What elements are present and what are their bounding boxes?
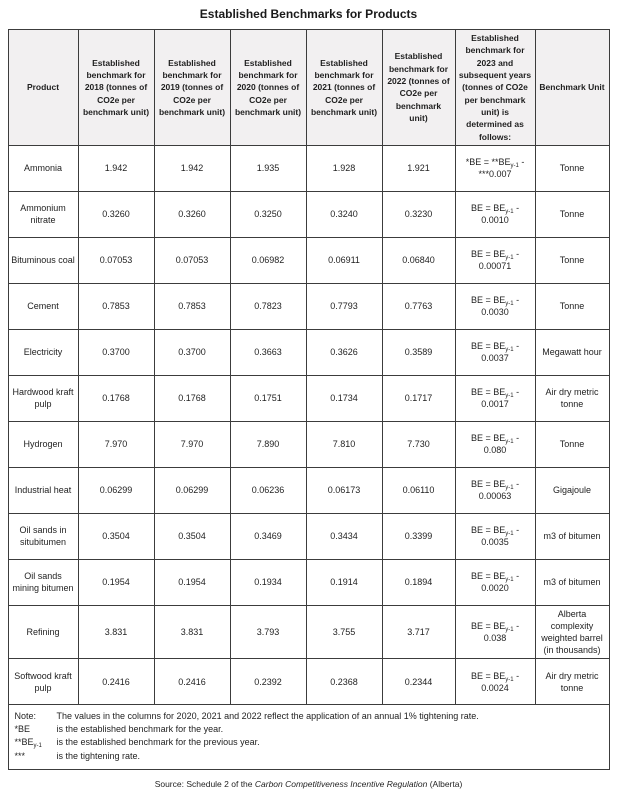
note-cell — [8, 705, 609, 769]
benchmark-value-cell: 0.1751 — [230, 375, 306, 421]
formula-head: BE = BE — [470, 295, 506, 306]
source-citation — [0, 779, 617, 789]
benchmark-value-cell: 0.1954 — [154, 559, 230, 605]
formula-value: 0.0037 — [481, 353, 509, 364]
benchmark-value-cell: 0.06911 — [306, 237, 382, 283]
note-text: The values in the columns for 2020, 2021 and 2022 reflect the application of an annual 1% tightening rate. — [56, 711, 479, 722]
formula-minus: - — [513, 571, 520, 582]
unit-cell: Megawatt hour — [535, 329, 609, 375]
formula-subscript: y-1 — [505, 485, 514, 492]
column-header: Established benchmark for 2021 (tonnes of CO2e per benchmark unit) — [306, 30, 382, 146]
formula-line1 — [465, 157, 525, 170]
formula-cell — [455, 467, 535, 513]
benchmark-value-cell: 0.1954 — [78, 559, 154, 605]
formula-subscript: y-1 — [505, 531, 514, 538]
formula-minus: - — [513, 479, 520, 490]
table-row — [8, 191, 609, 237]
note-line — [15, 750, 603, 763]
formula-line1 — [470, 295, 520, 308]
note-label-subscript: y-1 — [33, 743, 42, 750]
formula-subscript: y-1 — [505, 255, 514, 262]
benchmark-value-cell: 0.3260 — [154, 191, 230, 237]
formula-cell — [455, 659, 535, 705]
formula-minus: - — [513, 670, 520, 681]
benchmark-value-cell: 0.3469 — [230, 513, 306, 559]
formula-line1 — [470, 249, 520, 262]
formula-value: ***0.007 — [478, 169, 512, 180]
benchmark-value-cell: 0.3250 — [230, 191, 306, 237]
formula-head: *BE = **BE — [465, 157, 511, 168]
benchmark-value-cell: 0.07053 — [78, 237, 154, 283]
note-line — [15, 736, 603, 749]
formula-subscript: y-1 — [505, 626, 514, 633]
unit-cell: m3 of bitumen — [535, 559, 609, 605]
note-line — [15, 723, 603, 736]
unit-cell: Tonne — [535, 421, 609, 467]
formula-minus: - — [518, 157, 525, 168]
benchmark-value-cell: 0.06299 — [154, 467, 230, 513]
formula-head: BE = BE — [470, 203, 506, 214]
product-cell: Softwood kraft pulp — [8, 659, 78, 705]
benchmark-value-cell: 0.7853 — [78, 283, 154, 329]
unit-cell: Alberta complexity weighted barrel (in thousands) — [535, 605, 609, 659]
benchmark-value-cell: 0.06299 — [78, 467, 154, 513]
benchmark-value-cell: 0.3700 — [78, 329, 154, 375]
benchmark-value-cell: 1.921 — [382, 145, 455, 191]
column-header: Established benchmark for 2020 (tonnes of CO2e per benchmark unit) — [230, 30, 306, 146]
product-cell: Ammonium nitrate — [8, 191, 78, 237]
formula-minus: - — [513, 341, 520, 352]
unit-cell: Gigajoule — [535, 467, 609, 513]
formula-minus: - — [513, 203, 520, 214]
table-row — [8, 283, 609, 329]
formula-value: 0.0035 — [481, 537, 509, 548]
product-cell: Oil sands mining bitumen — [8, 559, 78, 605]
note-label — [15, 750, 57, 763]
benchmark-value-cell: 7.890 — [230, 421, 306, 467]
formula-cell — [455, 605, 535, 659]
unit-cell: Tonne — [535, 145, 609, 191]
benchmark-value-cell: 3.793 — [230, 605, 306, 659]
note-row — [8, 705, 609, 769]
product-cell: Refining — [8, 605, 78, 659]
formula-head: BE = BE — [470, 433, 506, 444]
table-header — [8, 30, 609, 146]
benchmark-value-cell: 0.3589 — [382, 329, 455, 375]
benchmark-value-cell: 0.7793 — [306, 283, 382, 329]
benchmark-value-cell: 0.1768 — [154, 375, 230, 421]
unit-cell: Tonne — [535, 237, 609, 283]
benchmark-value-cell: 0.1734 — [306, 375, 382, 421]
product-cell: Industrial heat — [8, 467, 78, 513]
formula-head: BE = BE — [470, 479, 506, 490]
product-cell: Cement — [8, 283, 78, 329]
source-regulation-name: Carbon Competitiveness Incentive Regulation — [254, 778, 428, 789]
table-row — [8, 559, 609, 605]
benchmark-value-cell: 0.7763 — [382, 283, 455, 329]
benchmark-value-cell: 7.730 — [382, 421, 455, 467]
formula-line1 — [470, 479, 520, 492]
note-label — [15, 710, 57, 723]
formula-line1 — [470, 433, 520, 446]
formula-cell — [455, 145, 535, 191]
product-cell: Oil sands in situbitumen — [8, 513, 78, 559]
note-lines — [15, 710, 603, 762]
formula-subscript: y-1 — [505, 393, 514, 400]
benchmark-value-cell: 0.1914 — [306, 559, 382, 605]
formula-cell — [455, 375, 535, 421]
formula-subscript: y-1 — [505, 439, 514, 446]
table-row — [8, 145, 609, 191]
formula-subscript: y-1 — [510, 163, 519, 170]
formula-value: 0.0020 — [481, 583, 509, 594]
benchmark-value-cell: 0.06840 — [382, 237, 455, 283]
benchmark-value-cell: 0.3240 — [306, 191, 382, 237]
formula-head: BE = BE — [470, 571, 506, 582]
formula-line1 — [470, 341, 520, 354]
benchmark-value-cell: 0.7853 — [154, 283, 230, 329]
unit-cell: Tonne — [535, 283, 609, 329]
benchmark-value-cell: 3.831 — [154, 605, 230, 659]
formula-subscript: y-1 — [505, 347, 514, 354]
formula-cell — [455, 513, 535, 559]
benchmark-value-cell: 0.3700 — [154, 329, 230, 375]
benchmark-value-cell: 7.970 — [154, 421, 230, 467]
note-line — [15, 710, 603, 723]
benchmark-value-cell: 7.970 — [78, 421, 154, 467]
benchmark-value-cell: 0.2368 — [306, 659, 382, 705]
note-label — [15, 736, 57, 749]
benchmark-value-cell: 0.06110 — [382, 467, 455, 513]
table-row — [8, 375, 609, 421]
formula-value: 0.0030 — [481, 307, 509, 318]
formula-cell — [455, 283, 535, 329]
formula-minus: - — [513, 433, 520, 444]
benchmark-value-cell: 0.2416 — [78, 659, 154, 705]
benchmark-value-cell: 3.717 — [382, 605, 455, 659]
column-header: Established benchmark for 2022 (tonnes of CO2e per benchmark unit) — [382, 30, 455, 146]
table-row — [8, 605, 609, 659]
note-label-text: *BE — [14, 724, 31, 735]
benchmark-value-cell: 1.942 — [154, 145, 230, 191]
formula-line1 — [471, 671, 519, 681]
formula-subscript: y-1 — [505, 676, 514, 683]
benchmark-value-cell: 0.3434 — [306, 513, 382, 559]
column-header: Benchmark Unit — [535, 30, 609, 146]
header-row — [8, 30, 609, 146]
benchmark-value-cell: 0.06173 — [306, 467, 382, 513]
table-row — [8, 467, 609, 513]
formula-value: 0.0024 — [481, 682, 509, 693]
table-row — [8, 659, 609, 705]
formula-head: BE = BE — [470, 387, 506, 398]
formula-cell — [455, 421, 535, 467]
product-cell: Hydrogen — [8, 421, 78, 467]
benchmark-value-cell: 0.1934 — [230, 559, 306, 605]
table-row — [8, 421, 609, 467]
formula-value: 0.038 — [483, 633, 507, 644]
column-header: Established benchmark for 2019 (tonnes of CO2e per benchmark unit) — [154, 30, 230, 146]
formula-value: 0.080 — [483, 445, 507, 456]
benchmark-value-cell: 0.2392 — [230, 659, 306, 705]
formula-value: 0.00063 — [478, 491, 512, 502]
benchmark-value-cell: 0.06982 — [230, 237, 306, 283]
product-cell: Electricity — [8, 329, 78, 375]
benchmark-value-cell: 0.3260 — [78, 191, 154, 237]
formula-cell — [455, 191, 535, 237]
benchmark-value-cell: 3.755 — [306, 605, 382, 659]
formula-cell — [455, 329, 535, 375]
benchmark-value-cell: 0.2344 — [382, 659, 455, 705]
note-label-text: *** — [14, 750, 26, 761]
benchmark-value-cell: 1.942 — [78, 145, 154, 191]
source-text-pre: Source: Schedule 2 of the — [154, 778, 255, 789]
note-text: is the established benchmark for the year. — [56, 724, 224, 735]
formula-subscript: y-1 — [505, 577, 514, 584]
column-header: Product — [8, 30, 78, 146]
formula-line1 — [470, 571, 520, 584]
formula-value: 0.0017 — [481, 399, 509, 410]
product-cell: Bituminous coal — [8, 237, 78, 283]
unit-cell: Tonne — [535, 191, 609, 237]
formula-head: BE = BE — [470, 341, 506, 352]
product-cell: Hardwood kraft pulp — [8, 375, 78, 421]
note-label-text: **BE — [14, 737, 34, 748]
formula-head: BE = BE — [470, 525, 506, 536]
benchmark-value-cell: 1.935 — [230, 145, 306, 191]
product-cell: Ammonia — [8, 145, 78, 191]
page-title: Established Benchmarks for Products — [199, 7, 418, 21]
formula-minus: - — [513, 525, 520, 536]
formula-line1 — [470, 203, 520, 216]
benchmark-value-cell: 0.07053 — [154, 237, 230, 283]
unit-cell: Air dry metric tonne — [535, 375, 609, 421]
benchmark-value-cell: 0.3399 — [382, 513, 455, 559]
formula-cell — [455, 237, 535, 283]
note-label — [15, 723, 57, 736]
table-row — [8, 513, 609, 559]
benchmark-value-cell: 0.3663 — [230, 329, 306, 375]
table-row — [8, 237, 609, 283]
benchmark-value-cell: 1.928 — [306, 145, 382, 191]
benchmark-value-cell: 0.3504 — [154, 513, 230, 559]
formula-subscript: y-1 — [505, 301, 514, 308]
formula-line1 — [470, 387, 520, 400]
benchmark-value-cell: 0.3626 — [306, 329, 382, 375]
source-text-post: (Alberta) — [427, 778, 463, 789]
benchmark-value-cell: 7.810 — [306, 421, 382, 467]
note-text: is the tightening rate. — [56, 750, 141, 761]
formula-minus: - — [513, 620, 520, 631]
formula-subscript: y-1 — [505, 209, 514, 216]
benchmarks-table — [8, 29, 610, 770]
formula-minus: - — [513, 295, 520, 306]
unit-cell: m3 of bitumen — [535, 513, 609, 559]
benchmark-value-cell: 0.3230 — [382, 191, 455, 237]
benchmark-value-cell: 3.831 — [78, 605, 154, 659]
benchmark-value-cell: 0.2416 — [154, 659, 230, 705]
benchmark-value-cell: 0.06236 — [230, 467, 306, 513]
formula-minus: - — [513, 249, 520, 260]
benchmark-value-cell: 0.1894 — [382, 559, 455, 605]
formula-line1 — [470, 525, 520, 538]
benchmark-value-cell: 0.3504 — [78, 513, 154, 559]
benchmark-value-cell: 0.1768 — [78, 375, 154, 421]
formula-head: BE = BE — [470, 249, 506, 260]
formula-value: 0.0010 — [481, 215, 509, 226]
benchmark-value-cell: 0.1717 — [382, 375, 455, 421]
formula-cell — [455, 559, 535, 605]
note-label-text: Note: — [14, 711, 37, 722]
column-header: Established benchmark for 2018 (tonnes of CO2e per benchmark unit) — [78, 30, 154, 146]
formula-value: 0.00071 — [478, 261, 512, 272]
table-footnote — [8, 705, 609, 769]
formula-head: BE = BE — [470, 670, 506, 681]
column-header: Established benchmark for 2023 and subsequent years (tonnes of CO2e per benchmark unit) is determined as follows: — [455, 30, 535, 146]
note-text: is the established benchmark for the previous year. — [56, 737, 260, 748]
unit-cell: Air dry metric tonne — [535, 659, 609, 705]
formula-head: BE = BE — [470, 620, 506, 631]
formula-minus: - — [513, 387, 520, 398]
table-body — [8, 145, 609, 705]
table-row — [8, 329, 609, 375]
formula-line1 — [471, 621, 519, 631]
benchmark-value-cell: 0.7823 — [230, 283, 306, 329]
